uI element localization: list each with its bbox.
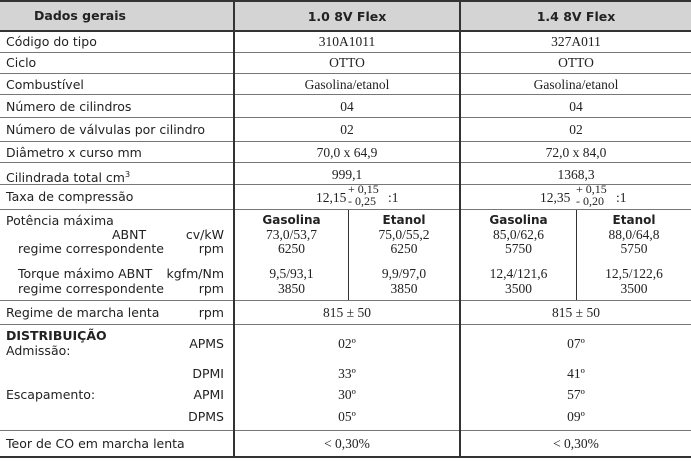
row-label-valvulas: Número de válvulas por cilindro: [6, 122, 206, 137]
value-ciclo-1-4: OTTO: [558, 55, 594, 70]
value-compressao-1-0-plus: + 0,15: [348, 182, 379, 196]
value-apmi-1-4: 57º: [567, 387, 585, 402]
row-label-cilindrada: [6, 167, 130, 185]
value-valvulas-1-4: 02: [569, 122, 583, 137]
value-valvulas-1-0: 02: [340, 122, 354, 137]
potencia-gasolina-header-1-0: Gasolina: [262, 213, 321, 227]
value-compressao-1-0-base: 12,15: [316, 190, 347, 205]
value-marcha-lenta-1-4: 815 ± 50: [552, 305, 600, 320]
rule: [0, 117, 691, 118]
torque-gasolina-rpm-1-0: 3850: [278, 281, 305, 296]
torque-regime-unit: rpm: [198, 281, 224, 296]
label-dpms: DPMS: [188, 409, 224, 424]
potencia-etanol-header-1-0: Etanol: [382, 213, 426, 227]
header-general: Dados gerais: [34, 8, 126, 23]
section-title-distribuicao: DISTRIBUIÇÃO: [6, 328, 107, 343]
value-dpmi-1-4: 41º: [567, 366, 585, 381]
rule: [0, 300, 691, 301]
rule: [0, 162, 691, 163]
rule-bottom: [0, 456, 691, 458]
row-label-combustivel: Combustível: [6, 77, 84, 92]
torque-etanol-value-1-4: 12,5/122,6: [605, 266, 663, 281]
potencia-etanol-header-1-4: Etanol: [612, 213, 656, 227]
value-compressao-1-0-suffix: :1: [388, 190, 399, 205]
label-apms: APMS: [189, 336, 224, 351]
potencia-gasolina-value-1-0: 73,0/53,7: [265, 227, 317, 242]
rule-top: [0, 0, 691, 2]
rule: [0, 430, 691, 431]
row-label-compressao: Taxa de compressão: [6, 189, 134, 204]
torque-etanol-rpm-1-4: 3500: [620, 281, 648, 296]
torque-unit: kgfm/Nm: [166, 266, 224, 281]
rule: [0, 94, 691, 95]
cilindrada-label-text: Cilindrada total cm: [6, 170, 125, 186]
value-apmi-1-0: 30º: [338, 387, 356, 402]
value-co-1-4: < 0,30%: [553, 436, 599, 451]
potencia-regime-unit: rpm: [198, 241, 224, 256]
value-cilindros-1-4: 04: [569, 99, 583, 114]
label-apmi: APMI: [193, 387, 224, 402]
value-compressao-1-4-minus: - 0,20: [576, 194, 604, 208]
value-apms-1-0: 02º: [338, 336, 356, 351]
value-codigo-1-0: 310A1011: [318, 34, 376, 49]
row-label-marcha-lenta: Regime de marcha lenta: [6, 305, 160, 320]
torque-etanol-value-1-0: 9,9/97,0: [381, 266, 427, 281]
value-cilindrada-1-4: 1368,3: [557, 167, 595, 182]
value-apms-1-4: 07º: [567, 336, 585, 351]
row-label-diametro: Diâmetro x curso mm: [6, 145, 142, 160]
rule: [0, 209, 691, 210]
rule: [0, 52, 691, 53]
marcha-lenta-unit: rpm: [198, 305, 224, 320]
rule-header-bottom: [0, 30, 691, 32]
potencia-gasolina-rpm-1-4: 5750: [505, 241, 532, 256]
row-label-torque: Torque máximo ABNT: [18, 266, 153, 281]
potencia-etanol-rpm-1-4: 5750: [620, 241, 648, 256]
value-combustivel-1-4: Gasolina/etanol: [533, 77, 619, 92]
value-compressao-1-4-plus: + 0,15: [576, 182, 607, 196]
value-ciclo-1-0: OTTO: [329, 55, 365, 70]
value-dpms-1-0: 05º: [338, 409, 356, 424]
rule: [0, 141, 691, 142]
value-dpmi-1-0: 33º: [338, 366, 356, 381]
potencia-etanol-value-1-4: 88,0/64,8: [608, 227, 660, 242]
header-1-0-engine: 1.0 8V Flex: [307, 9, 387, 24]
rule: [0, 324, 691, 325]
torque-regime-label: regime correspondente: [18, 281, 164, 296]
value-compressao-1-0-minus: - 0,25: [348, 194, 376, 208]
value-combustivel-1-0: Gasolina/etanol: [304, 77, 390, 92]
torque-gasolina-value-1-0: 9,5/93,1: [269, 266, 314, 281]
torque-gasolina-value-1-4: 12,4/121,6: [489, 266, 548, 281]
potencia-regime-label: regime correspondente: [18, 241, 164, 256]
value-diametro-1-4: 72,0 x 84,0: [545, 145, 607, 160]
row-label-cilindros: Número de cilindros: [6, 99, 132, 114]
value-cilindrada-1-0: 999,1: [331, 167, 363, 182]
label-dpmi: DPMI: [192, 366, 224, 381]
row-label-codigo: Código do tipo: [6, 34, 97, 49]
value-compressao-1-4-suffix: :1: [616, 190, 627, 205]
potencia-gasolina-rpm-1-0: 6250: [278, 241, 305, 256]
value-dpms-1-4: 09º: [567, 409, 585, 424]
label-admissao: Admissão:: [6, 343, 71, 358]
value-marcha-lenta-1-0: 815 ± 50: [323, 305, 371, 320]
potencia-gasolina-value-1-4: 85,0/62,6: [492, 227, 544, 242]
value-compressao-1-4-base: 12,35: [540, 190, 571, 205]
row-label-potencia: Potência máxima: [6, 213, 114, 228]
potencia-abnt-label: ABNT: [112, 227, 147, 242]
torque-etanol-rpm-1-0: 3850: [390, 281, 418, 296]
value-diametro-1-0: 70,0 x 64,9: [316, 145, 378, 160]
value-co-1-0: < 0,30%: [324, 436, 370, 451]
potencia-etanol-rpm-1-0: 6250: [390, 241, 418, 256]
cilindrada-label-sup: 3: [124, 170, 131, 179]
row-label-ciclo: Ciclo: [6, 55, 37, 70]
row-label-co: Teor de CO em marcha lenta: [6, 436, 185, 451]
potencia-etanol-value-1-0: 75,0/55,2: [378, 227, 430, 242]
torque-gasolina-rpm-1-4: 3500: [505, 281, 532, 296]
label-escapamento: Escapamento:: [6, 387, 96, 402]
header-1-4-engine: 1.4 8V Flex: [536, 9, 616, 24]
potencia-abnt-unit: cv/kW: [185, 227, 224, 242]
rule: [0, 73, 691, 74]
value-codigo-1-4: 327A011: [551, 34, 601, 49]
value-cilindros-1-0: 04: [340, 99, 354, 114]
potencia-gasolina-header-1-4: Gasolina: [489, 213, 548, 227]
